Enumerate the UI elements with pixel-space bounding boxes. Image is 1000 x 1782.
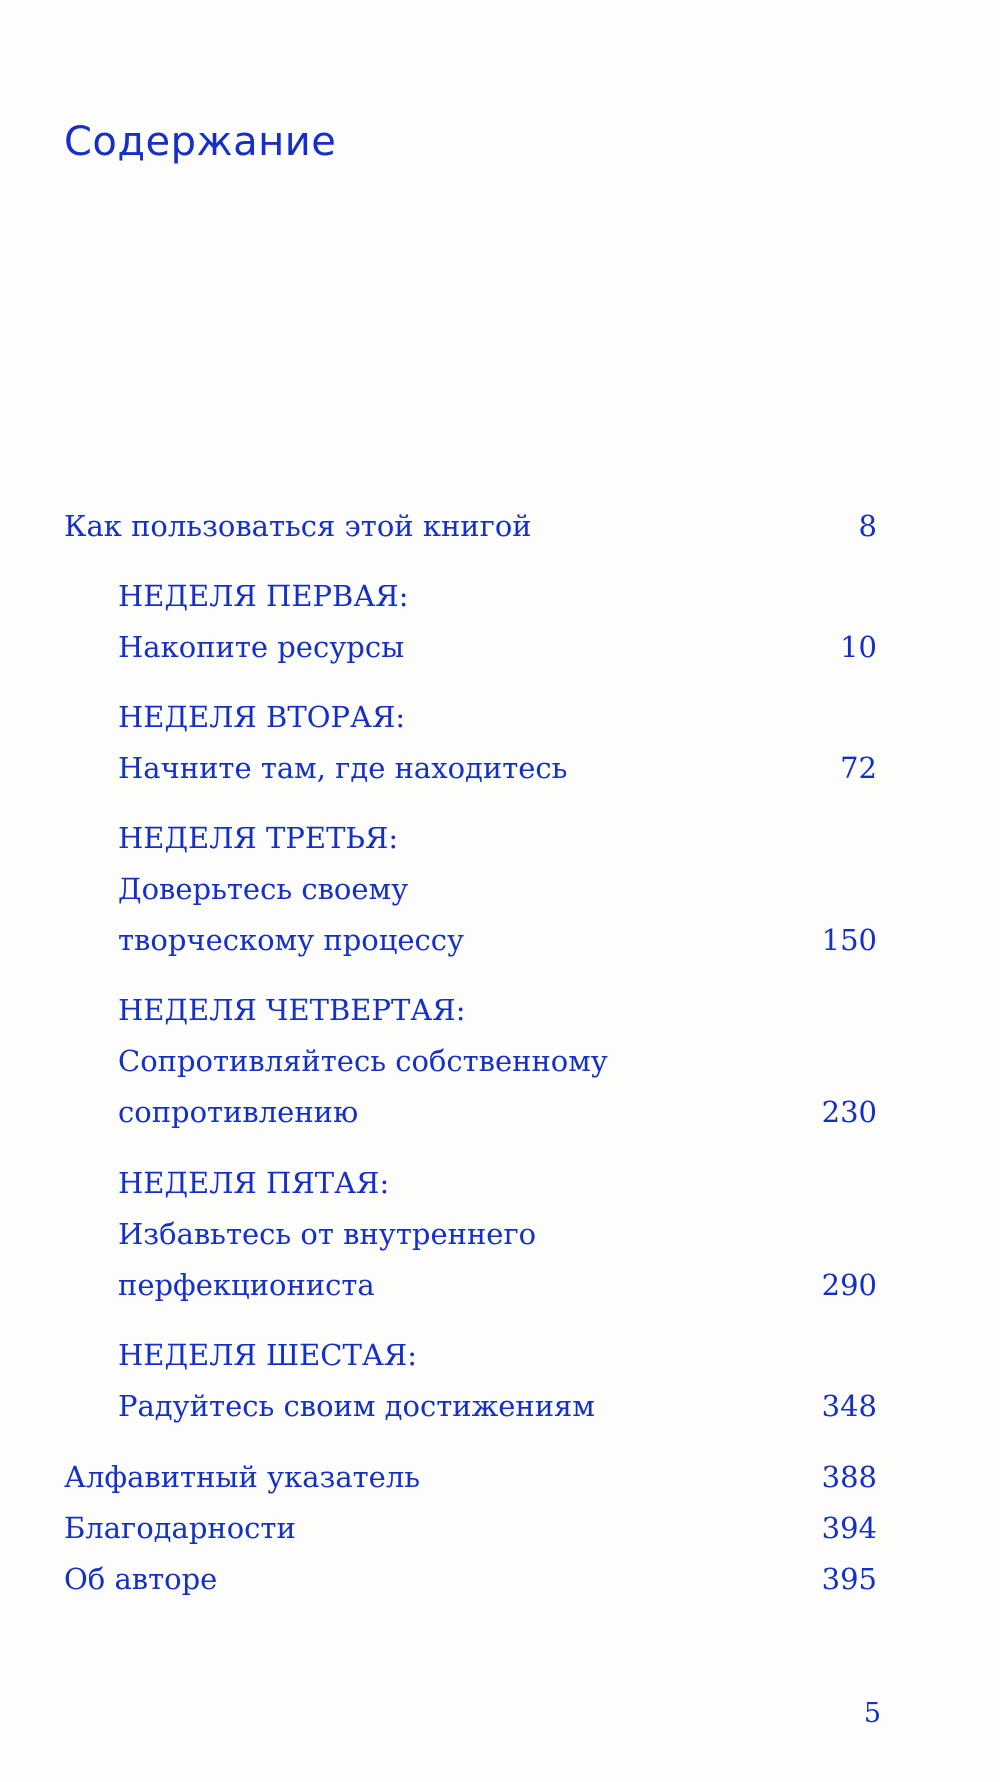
week2-heading: НЕДЕЛЯ ВТОРАЯ: [118,700,406,734]
toc-entry-week5-line2[interactable]: перфекциониста [118,1268,375,1302]
toc-entry-week4-line1[interactable]: Сопротивляйтесь собственному [118,1044,608,1078]
toc-entry-week3-line1[interactable]: Доверьтесь своему [118,872,409,906]
toc-page-week3: 150 [821,923,877,957]
toc-entry-week4-line2[interactable]: сопротивлению [118,1095,359,1129]
week1-heading: НЕДЕЛЯ ПЕРВАЯ: [118,579,409,613]
toc-entry-how-to-use[interactable]: Как пользоваться этой книгой [64,509,532,543]
toc-page-thanks: 394 [821,1511,877,1545]
toc-page-week4: 230 [821,1095,877,1129]
toc-page-author: 395 [821,1562,877,1596]
toc-entry-week5-line1[interactable]: Избавьтесь от внутреннего [118,1217,537,1251]
toc-page-index: 388 [821,1460,877,1494]
toc-entry-index[interactable]: Алфавитный указатель [64,1460,421,1494]
toc-page-week5: 290 [821,1268,877,1302]
toc-entry-week1[interactable]: Накопите ресурсы [118,630,405,664]
week6-heading: НЕДЕЛЯ ШЕСТАЯ: [118,1338,417,1372]
toc-entry-week2[interactable]: Начните там, где находитесь [118,751,568,785]
week3-heading: НЕДЕЛЯ ТРЕТЬЯ: [118,821,399,855]
toc-entry-week3-line2[interactable]: творческому процессу [118,923,465,957]
toc-page-week6: 348 [821,1389,877,1423]
toc-entry-author[interactable]: Об авторе [64,1562,218,1596]
page-title: Содержание [64,119,337,165]
page-number: 5 [863,1698,881,1729]
toc-page-week1: 10 [840,630,877,664]
toc-entry-thanks[interactable]: Благодарности [64,1511,296,1545]
toc-entry-week6[interactable]: Радуйтесь своим достижениям [118,1389,595,1423]
week4-heading: НЕДЕЛЯ ЧЕТВЕРТАЯ: [118,993,466,1027]
toc-page-how-to-use: 8 [858,509,877,543]
week5-heading: НЕДЕЛЯ ПЯТАЯ: [118,1166,390,1200]
toc-page-week2: 72 [840,751,877,785]
